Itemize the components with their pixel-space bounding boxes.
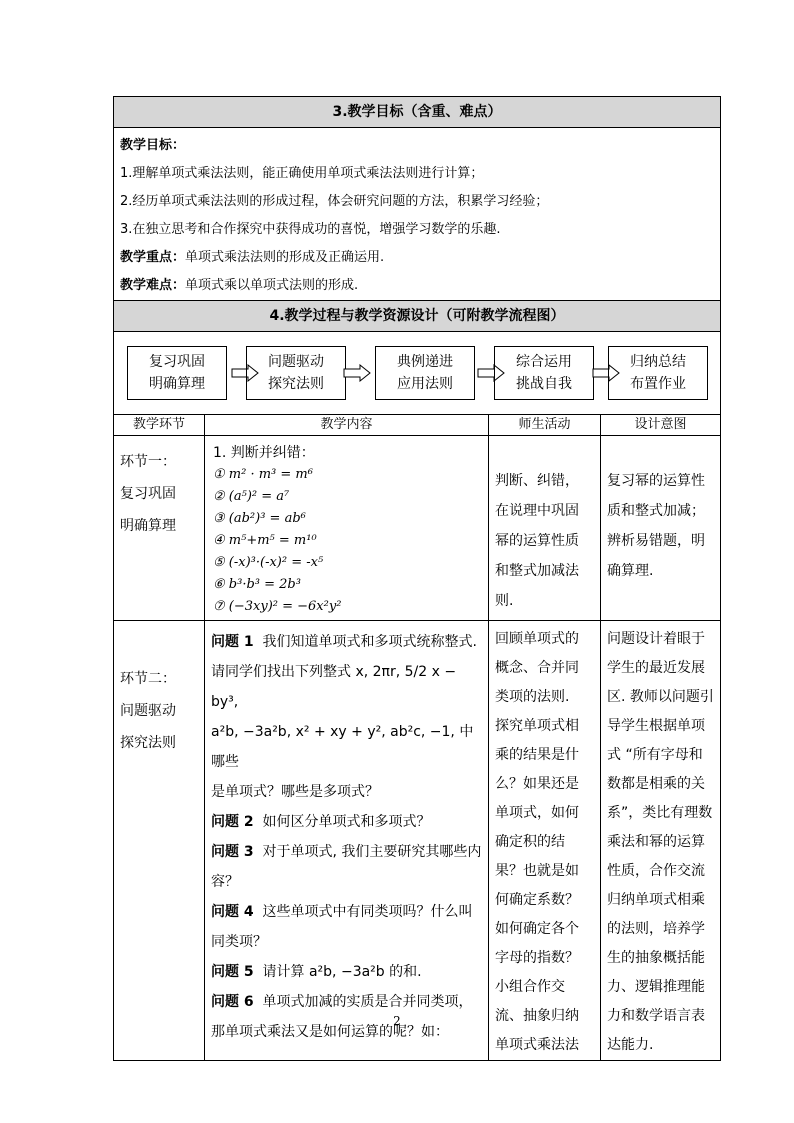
lesson-plan-sheet — [113, 96, 720, 1061]
row1-stage: 环节一： 复习巩固 明确算理 — [114, 436, 205, 621]
header-content: 教学内容 — [205, 415, 489, 436]
question-4: 问题 4 这些单项式中有同类项吗？什么叫 — [211, 904, 473, 920]
goal-2: 2.经历单项式乘法法则的形成过程，体会研究问题的方法，积累学习经验； — [120, 194, 549, 209]
judge-item: ③ (ab²)³ = ab⁶ — [213, 511, 306, 526]
row1-content — [205, 436, 489, 621]
goals-label: 教学目标： — [120, 138, 186, 153]
judge-item: ⑦ (−3xy)² = −6x²y² — [213, 599, 342, 614]
goal-1: 1.理解单项式乘法法则，能正确使用单项式乘法法则进行计算； — [120, 166, 484, 181]
judge-item: ⑤ (-x)³·(-x)² = -x⁵ — [213, 555, 324, 570]
header-intent: 设计意图 — [601, 415, 721, 436]
flow-step-1: 复习巩固 明确算理 — [127, 346, 227, 400]
difficulty-point — [120, 272, 714, 300]
row1-content-title: 1. 判断并纠错： — [213, 445, 315, 461]
row2-content: 问题 1 我们知道单项式和多项式统称整式. 请同学们找出下列整式 x, 2πr, 5/2 x − by³, a²b, −3a²b, x² + xy + y², ab²c, −1, 中哪些 是单项式？哪些是多项式？ 问题 2 如何区分单项式和多项式？ 问题 3 对于单项式, 我们主要研究其哪些内 容？ 问题 4 这些单项式中有同类项吗？什么叫 同类项？ 问题 5 请计算 a²b, −3a²b 的和. 问题 6 单项式加减的实质是合并同类项， 那单项式乘法又是如何运算的呢？如： — [205, 621, 489, 1061]
judge-item: ② (a⁵)² = a⁷ — [213, 489, 290, 504]
header-activity: 师生活动 — [489, 415, 601, 436]
row2-activity: 回顾单项式的 概念、合并同 类项的法则. 探究单项式相 乘的结果是什 么？如果还是 单项式，如何 确定积的结 果？也就是如 何确定系数？ 如何确定各个 字母的指数？ 小组合作交 流、抽象归纳 单项式乘法法 — [489, 621, 601, 1061]
question-3: 问题 3 对于单项式, 我们主要研究其哪些内 — [211, 844, 482, 860]
key-text: 单项式乘法法则的形成及正确运用. — [185, 250, 385, 265]
flow-step-3: 典例递进 应用法则 — [375, 346, 475, 400]
row1-activity: 判断、纠错， 在说理中巩固 幂的运算性质 和整式加减法 则. — [489, 436, 601, 621]
question-5: 问题 5 请计算 a²b, −3a²b 的和. — [211, 964, 422, 980]
key-point — [120, 244, 714, 272]
page-number: 2 — [393, 1014, 401, 1028]
question-2: 问题 2 如何区分单项式和多项式？ — [211, 814, 431, 830]
section3-title: 3.教学目标（含重、难点） — [114, 97, 721, 128]
judge-item: ⑥ b³·b³ = 2b³ — [213, 577, 301, 592]
judge-item: ① m² · m³ = m⁶ — [213, 467, 313, 482]
section4-title: 4.教学过程与教学资源设计（可附教学流程图） — [114, 301, 721, 332]
row2-stage: 环节二： 问题驱动 探究法则 — [114, 621, 205, 1061]
flowchart — [114, 332, 721, 415]
row1-intent: 复习幂的运算性 质和整式加减； 辨析易错题，明 确算理. — [601, 436, 721, 621]
row2-intent: 问题设计着眼于 学生的最近发展 区. 教师以问题引 导学生根据单项 式 “所有字母和 数都是相乘的关 系”，类比有理数 乘法和幂的运算 性质，合作交流 归纳单项式相乘 的法则，培养学 生的抽象概括能 力、逻辑推理能 力和数学语言表 达能力. — [601, 621, 721, 1061]
judge-item: ④ m⁵+m⁵ = m¹⁰ — [213, 533, 317, 548]
flow-step-4: 综合运用 挑战自我 — [494, 346, 594, 400]
key-label: 教学重点： — [120, 250, 186, 265]
question-6: 问题 6 单项式加减的实质是合并同类项， — [211, 994, 473, 1010]
difficulty-text: 单项式乘以单项式法则的形成. — [185, 278, 359, 293]
goal-3: 3.在独立思考和合作探究中获得成功的喜悦，增强学习数学的乐趣. — [120, 222, 501, 237]
section3-goals — [114, 128, 721, 301]
arrow-right-icon — [343, 364, 371, 382]
header-stage: 教学环节 — [114, 415, 205, 436]
difficulty-label: 教学难点： — [120, 278, 186, 293]
flow-step-2: 问题驱动 探究法则 — [246, 346, 346, 400]
lesson-plan-table — [113, 96, 721, 1061]
flow-step-5: 归纳总结 布置作业 — [608, 346, 708, 400]
question-1: 问题 1 我们知道单项式和多项式统称整式. — [211, 634, 477, 650]
